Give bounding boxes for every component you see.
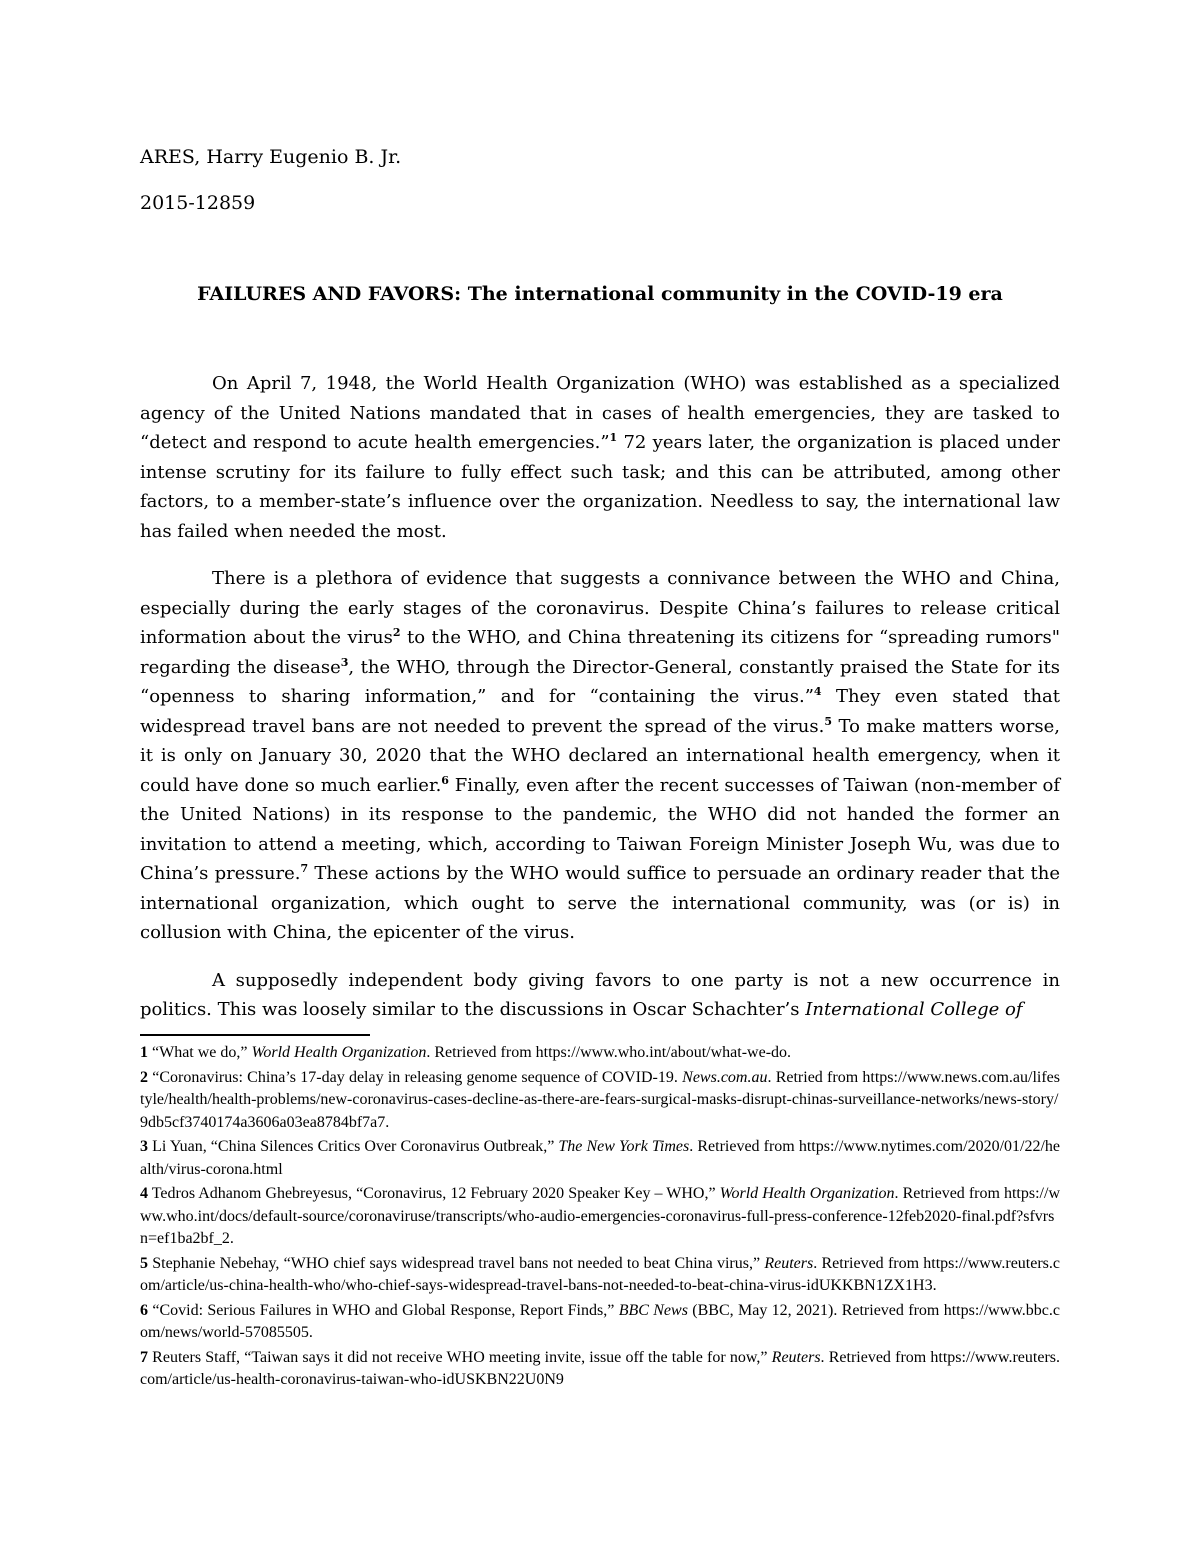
footnote-text: . Retrieved from https://www.who.int/about/what-we-do. bbox=[426, 1044, 792, 1061]
footnote-number: 1 bbox=[140, 1044, 148, 1061]
footnote-5 bbox=[140, 1253, 1060, 1298]
footnote-number: 2 bbox=[140, 1068, 148, 1086]
paragraph-text: They even stated that widespread travel bans are not needed to prevent the spread of the virus. bbox=[140, 686, 1060, 737]
footnote-source: Reuters bbox=[764, 1254, 814, 1272]
footnote-ref: 7 bbox=[300, 862, 309, 875]
title-lead: FAILURES AND FAVORS: bbox=[197, 283, 462, 305]
footnote-text: Li Yuan, “China Silences Critics Over Coronavirus Outbreak,” bbox=[148, 1138, 559, 1155]
footnote-text: . Retrieved from https://www.reuters.com/article/us-health-coronavirus-taiwan-who-idUSKBN22U0N9 bbox=[140, 1348, 1061, 1388]
footnote-ref: 6 bbox=[441, 773, 449, 787]
footnote-text: Stephanie Nebehay, “WHO chief says widespread travel bans not needed to beat China virus,” bbox=[148, 1254, 765, 1272]
footnotes bbox=[140, 1042, 1060, 1394]
paragraph-2 bbox=[140, 564, 1060, 948]
footnote-text: . Retrieved from https://www.who.int/docs/default-source/coronaviruse/transcripts/who-audio-emergencies-coronavirus-full-press-conference-12feb2020-final.pdf?sfvrsn=ef1ba2bf_2. bbox=[140, 1185, 1060, 1247]
footnote-source: Reuters bbox=[771, 1348, 821, 1366]
footnote-6 bbox=[140, 1300, 1060, 1345]
footnote-text: . Retried from https://www.news.com.au/lifestyle/health/health-problems/new-coronavirus-cases-decline-as-there-are-fears-surgical-masks-disrupt-chinas-surveillance-networks/news-story/9db5cf3740174a3606a03ea8784bf7a7. bbox=[140, 1068, 1061, 1131]
footnote-source: The New York Times bbox=[558, 1138, 690, 1155]
footnote-ref: 2 bbox=[392, 626, 401, 639]
footnote-7 bbox=[140, 1347, 1060, 1392]
footnote-number: 5 bbox=[140, 1254, 148, 1272]
footnote-number: 7 bbox=[140, 1348, 148, 1366]
student-number: 2015-12859 bbox=[140, 192, 256, 214]
paragraph-3 bbox=[140, 966, 1060, 1025]
paragraph-text: , the WHO, through the Director-General, constantly praised the State for its “openness to sharing information,” and for “containing the virus.” bbox=[140, 656, 1060, 707]
footnote-number: 4 bbox=[140, 1185, 148, 1202]
author-name: ARES, Harry Eugenio B. Jr. bbox=[140, 146, 402, 168]
paragraph-text: 72 years later, the organization is placed under intense scrutiny for its failure to fully effect such task; and this can be attributed, among other factors, to a member-state’s influence over the organization. Needless to say, the international law has failed when needed the most. bbox=[140, 432, 1060, 542]
footnote-3 bbox=[140, 1136, 1060, 1181]
footnote-source: News.com.au bbox=[682, 1068, 768, 1086]
footnote-ref: 3 bbox=[340, 655, 349, 669]
footnote-text: “Covid: Serious Failures in WHO and Global Response, Report Finds,” bbox=[148, 1301, 619, 1319]
footnote-text: Reuters Staff, “Taiwan says it did not receive WHO meeting invite, issue off the table for now,” bbox=[148, 1348, 772, 1366]
footnote-number: 6 bbox=[140, 1301, 148, 1319]
footnote-ref: 1 bbox=[609, 431, 618, 444]
document-title bbox=[140, 282, 1060, 306]
footnote-source: World Health Organization bbox=[251, 1044, 427, 1061]
paragraph-text: These actions by the WHO would suffice to persuade an ordinary reader that the international organization, which ought to serve the international community, was (or is) in collusion with China, the epicenter of the virus. bbox=[140, 863, 1060, 943]
footnote-4 bbox=[140, 1183, 1060, 1251]
title-rest: The international community in the COVID-19 era bbox=[461, 283, 1003, 305]
paragraph-text: A supposedly independent body giving favors to one party is not a new occurrence in politics. This was loosely similar to the discussions in Oscar Schachter’s bbox=[140, 969, 1060, 1020]
footnote-ref: 4 bbox=[813, 685, 822, 698]
footnote-text: Tedros Adhanom Ghebreyesus, “Coronavirus, 12 February 2020 Speaker Key – WHO,” bbox=[148, 1185, 720, 1202]
document-body bbox=[140, 369, 1060, 1043]
book-title: International College of bbox=[805, 999, 1023, 1020]
footnote-ref: 5 bbox=[824, 714, 832, 728]
paragraph-text: To make matters worse, it is only on January 30, 2020 that the WHO declared an international health emergency, when it could have done so much earlier. bbox=[140, 715, 1060, 796]
footnote-separator bbox=[140, 1034, 370, 1036]
paragraph-text: Finally, even after the recent successes of Taiwan (non-member of the United Nations) in its response to the pandemic, the WHO did not handed the former an invitation to attend a meeting, which, according to Taiwan Foreign Minister Joseph Wu, was due to China’s pressure. bbox=[140, 774, 1060, 884]
paragraph-text: to the WHO, and China threatening its citizens for “spreading rumors" regarding the disease bbox=[140, 627, 1060, 678]
footnote-text: . Retrieved from https://www.reuters.com/article/us-china-health-who/who-chief-says-widespread-travel-bans-not-needed-to-beat-china-virus-idUKKBN1ZX1H3. bbox=[140, 1254, 1061, 1294]
footnote-text: . Retrieved from https://www.nytimes.com/2020/01/22/health/virus-corona.html bbox=[140, 1138, 1061, 1178]
footnote-number: 3 bbox=[140, 1138, 148, 1155]
footnote-text: (BBC, May 12, 2021). Retrieved from https://www.bbc.com/news/world-57085505. bbox=[140, 1301, 1061, 1341]
footnote-source: BBC News bbox=[618, 1301, 688, 1319]
footnote-2 bbox=[140, 1067, 1060, 1135]
footnote-source: World Health Organization bbox=[719, 1185, 895, 1202]
footnote-text: “Coronavirus: China’s 17-day delay in releasing genome sequence of COVID-19. bbox=[148, 1068, 683, 1086]
paragraph-1 bbox=[140, 369, 1060, 546]
footnote-text: “What we do,” bbox=[148, 1044, 252, 1061]
paragraph-text: There is a plethora of evidence that suggests a connivance between the WHO and China, especially during the early stages of the coronavirus. Despite China’s failures to release critical information about the virus bbox=[140, 568, 1060, 648]
footnote-1 bbox=[140, 1042, 1060, 1065]
paragraph-text: On April 7, 1948, the World Health Organization (WHO) was established as a specialized agency of the United Nations mandated that in cases of health emergencies, they are tasked to “detect and respond to acute health emergencies.” bbox=[140, 373, 1060, 453]
